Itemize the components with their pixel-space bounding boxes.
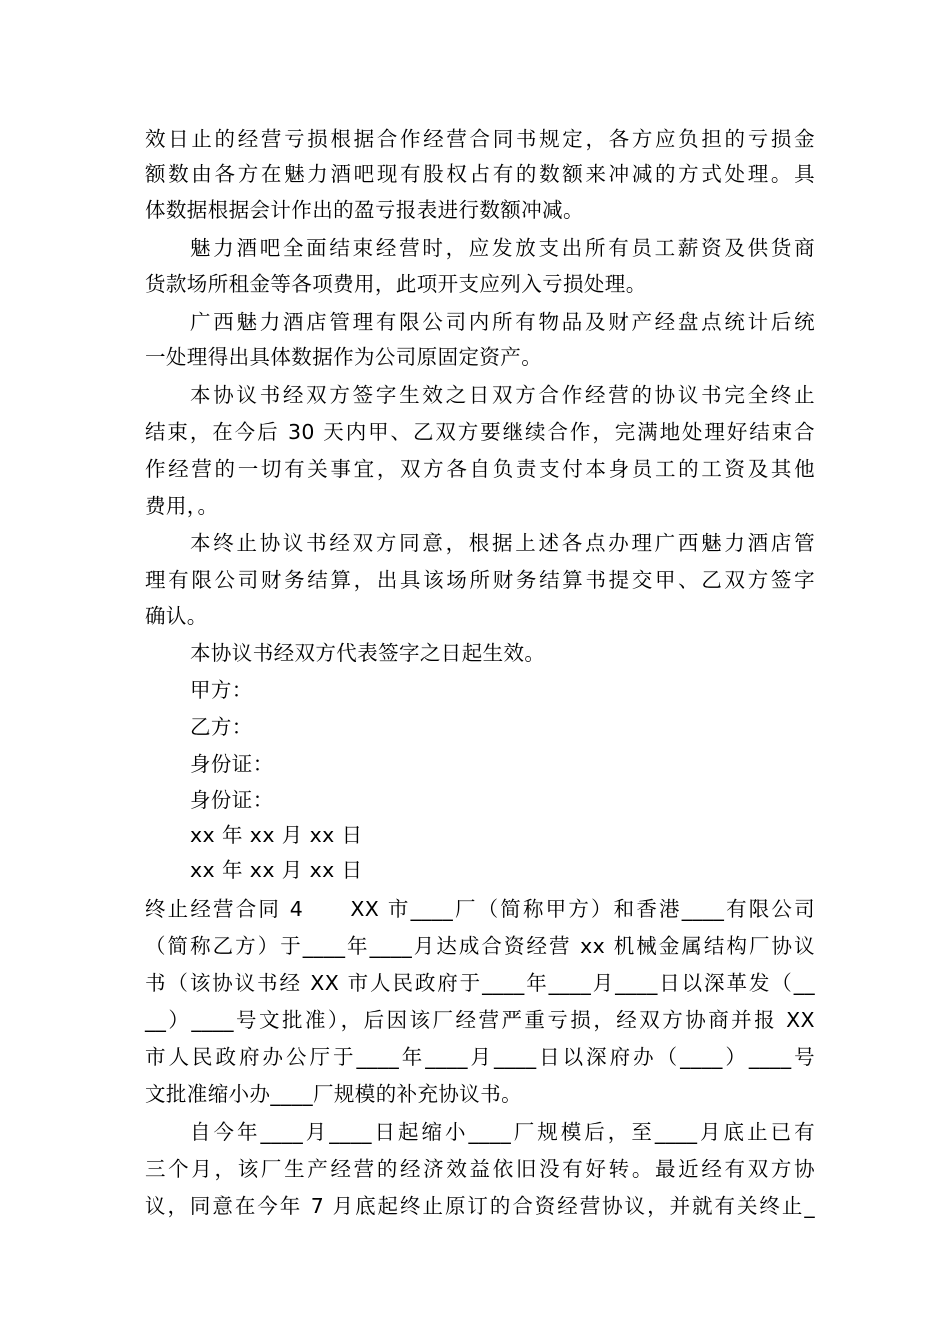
paragraph-start-line: 自今年____月____日起缩小____厂规模后，至____月底止已有 [190,1120,815,1144]
date-line: xx 年 xx 月 xx 日 [190,858,363,882]
paragraph-start-line: 本终止协议书经双方同意，根据上述各点办理广西魅力酒店管 [190,531,815,555]
id-card-label: 身份证： [190,788,274,812]
party-b-label: 乙方： [190,715,253,739]
body-text-line: 书（该协议书经 XX 市人民政府于____年____月____日以深革发（__ [145,971,815,995]
body-text-line: （简称乙方）于____年____月达成合资经营 xx 机械金属结构厂协议 [145,934,815,958]
body-text-line: 作经营的一切有关事宜，双方各自负责支付本身员工的工资及其他 [145,457,815,481]
paragraph-start-line: 本协议书经双方签字生效之日双方合作经营的协议书完全终止 [190,383,815,407]
body-text-line: 费用，。 [145,494,219,518]
body-text-line: __）____号文批准），后因该厂经营严重亏损，经双方协商并报 XX [145,1008,815,1032]
body-text-line: 三个月，该厂生产经营的经济效益依旧没有好转。最近经有双方协 [145,1157,815,1181]
section-heading-line: 终止经营合同 4 XX 市____厂（简称甲方）和香港____有限公司 [145,897,815,921]
body-text-line: 市人民政府办公厅于____年____月____日以深府办（____）____号 [145,1045,815,1069]
body-text-line: 文批准缩小办____厂规模的补充协议书。 [145,1082,522,1106]
body-text-line: 效日止的经营亏损根据合作经营合同书规定，各方应负担的亏损金 [145,127,815,151]
body-text-line: 确认。 [145,604,208,628]
body-text-line: 货款场所租金等各项费用，此项开支应列入亏损处理。 [145,272,647,296]
body-text-line: 结束，在今后 30 天内甲、乙双方要继续合作，完满地处理好结束合 [145,420,815,444]
body-text-line: 一处理得出具体数据作为公司原固定资产。 [145,345,543,369]
effective-clause: 本协议书经双方代表签字之日起生效。 [190,641,546,665]
date-line: xx 年 xx 月 xx 日 [190,823,363,847]
id-card-label: 身份证： [190,752,274,776]
paragraph-start-line: 魅力酒吧全面结束经营时，应发放支出所有员工薪资及供货商 [190,236,815,260]
paragraph-start-line: 广西魅力酒店管理有限公司内所有物品及财产经盘点统计后统 [190,310,815,334]
body-text-line: 议，同意在今年 7 月底起终止原订的合资经营协议，并就有关终止_ [145,1194,815,1218]
body-text-line: 额数由各方在魅力酒吧现有股权占有的数额来冲减的方式处理。具 [145,162,815,186]
party-a-label: 甲方： [190,678,253,702]
body-text-line: 体数据根据会计作出的盈亏报表进行数额冲减。 [145,198,584,222]
body-text-line: 理有限公司财务结算，出具该场所财务结算书提交甲、乙双方签字 [145,568,815,592]
